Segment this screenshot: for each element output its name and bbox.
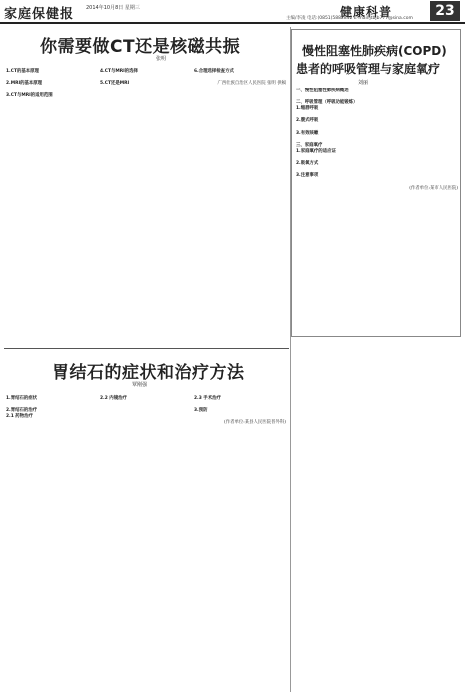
body-text xyxy=(6,420,96,426)
header-rule xyxy=(0,22,465,24)
section-rule xyxy=(4,348,289,349)
page-number: 23 xyxy=(430,1,460,21)
body-text xyxy=(296,167,458,173)
article2-source: (作者单位:某市人民医院) xyxy=(409,185,458,191)
subheading: 5.CT还是MRI xyxy=(100,81,130,87)
article3-source: (作者单位:某县人民医院普外科) xyxy=(224,420,286,426)
subheading: 1.胃结石的症状 xyxy=(6,396,38,402)
subheading: 3.预防 xyxy=(194,408,208,414)
article1-source: 广西壮族自治区人民医院 张明 供稿 xyxy=(217,81,286,87)
article2-title-line1: 慢性阻塞性肺疾病(COPD) xyxy=(302,44,447,58)
editor-line: 主编/李凌 电话:(0851)5882842 E-mail:jtbjb777@sina.com xyxy=(286,16,413,21)
subheading: 3.注意事项 xyxy=(296,173,319,179)
article1-title: 你需要做CT还是核磁共振 xyxy=(40,37,241,57)
subheading: 2.MRI的基本原理 xyxy=(6,81,43,87)
subheading: 一、慢性阻塞性肺疾病概述 xyxy=(296,88,349,93)
subheading: 2.胃结石的治疗 xyxy=(6,408,38,414)
body-text xyxy=(296,179,458,185)
body-text xyxy=(100,87,190,93)
article3-column-1 xyxy=(6,390,96,690)
article1-column-2 xyxy=(100,63,190,345)
subheading: 1.家庭氧疗的适应证 xyxy=(296,148,336,154)
article1-byline: 张明 xyxy=(156,56,167,62)
body-text xyxy=(100,402,190,408)
subheading: 3.CT与MRI的适用范围 xyxy=(6,93,53,99)
newspaper-title: 家庭保健报 xyxy=(4,7,75,22)
subheading: 6.合理选择检查方式 xyxy=(194,69,234,75)
subheading: 1.CT的基本原理 xyxy=(6,69,39,75)
subheading: 三、家庭氧疗 xyxy=(296,142,323,148)
subheading: 4.CT与MRI的选择 xyxy=(100,69,138,75)
body-text xyxy=(296,112,458,118)
subheading: 2.腹式呼吸 xyxy=(296,118,319,124)
body-text xyxy=(296,155,458,161)
article2-title-line2: 患者的呼吸管理与家庭氧疗 xyxy=(296,62,441,76)
subheading: 2.2 内镜治疗 xyxy=(100,396,127,402)
body-text xyxy=(6,100,96,106)
article1-column-1 xyxy=(6,63,96,345)
article1-column-3 xyxy=(194,63,286,345)
subheading: 1.缩唇呼吸 xyxy=(296,106,319,112)
subheading: 3.有效咳嗽 xyxy=(296,130,319,136)
subheading: 2.1 药物治疗 xyxy=(6,414,33,420)
page-header xyxy=(0,0,465,24)
article3-title: 胃结石的症状和治疗方法 xyxy=(52,363,245,383)
subheading: 2.吸氧方式 xyxy=(296,161,319,167)
section-title: 健康科普 xyxy=(340,5,393,19)
article3-byline: 覃刚强 xyxy=(132,382,148,388)
article2-byline: 刘丽 xyxy=(358,80,369,86)
issue-date: 2014年10月8日 星期三 xyxy=(86,5,140,11)
subheading: 二、呼吸管理（呼吸功能锻炼） xyxy=(296,100,358,106)
body-text xyxy=(296,137,458,143)
article3-column-3 xyxy=(194,390,286,690)
article2-body xyxy=(296,88,458,684)
body-text xyxy=(296,125,458,131)
subheading: 2.3 手术治疗 xyxy=(194,396,221,402)
article3-column-2 xyxy=(100,390,190,690)
